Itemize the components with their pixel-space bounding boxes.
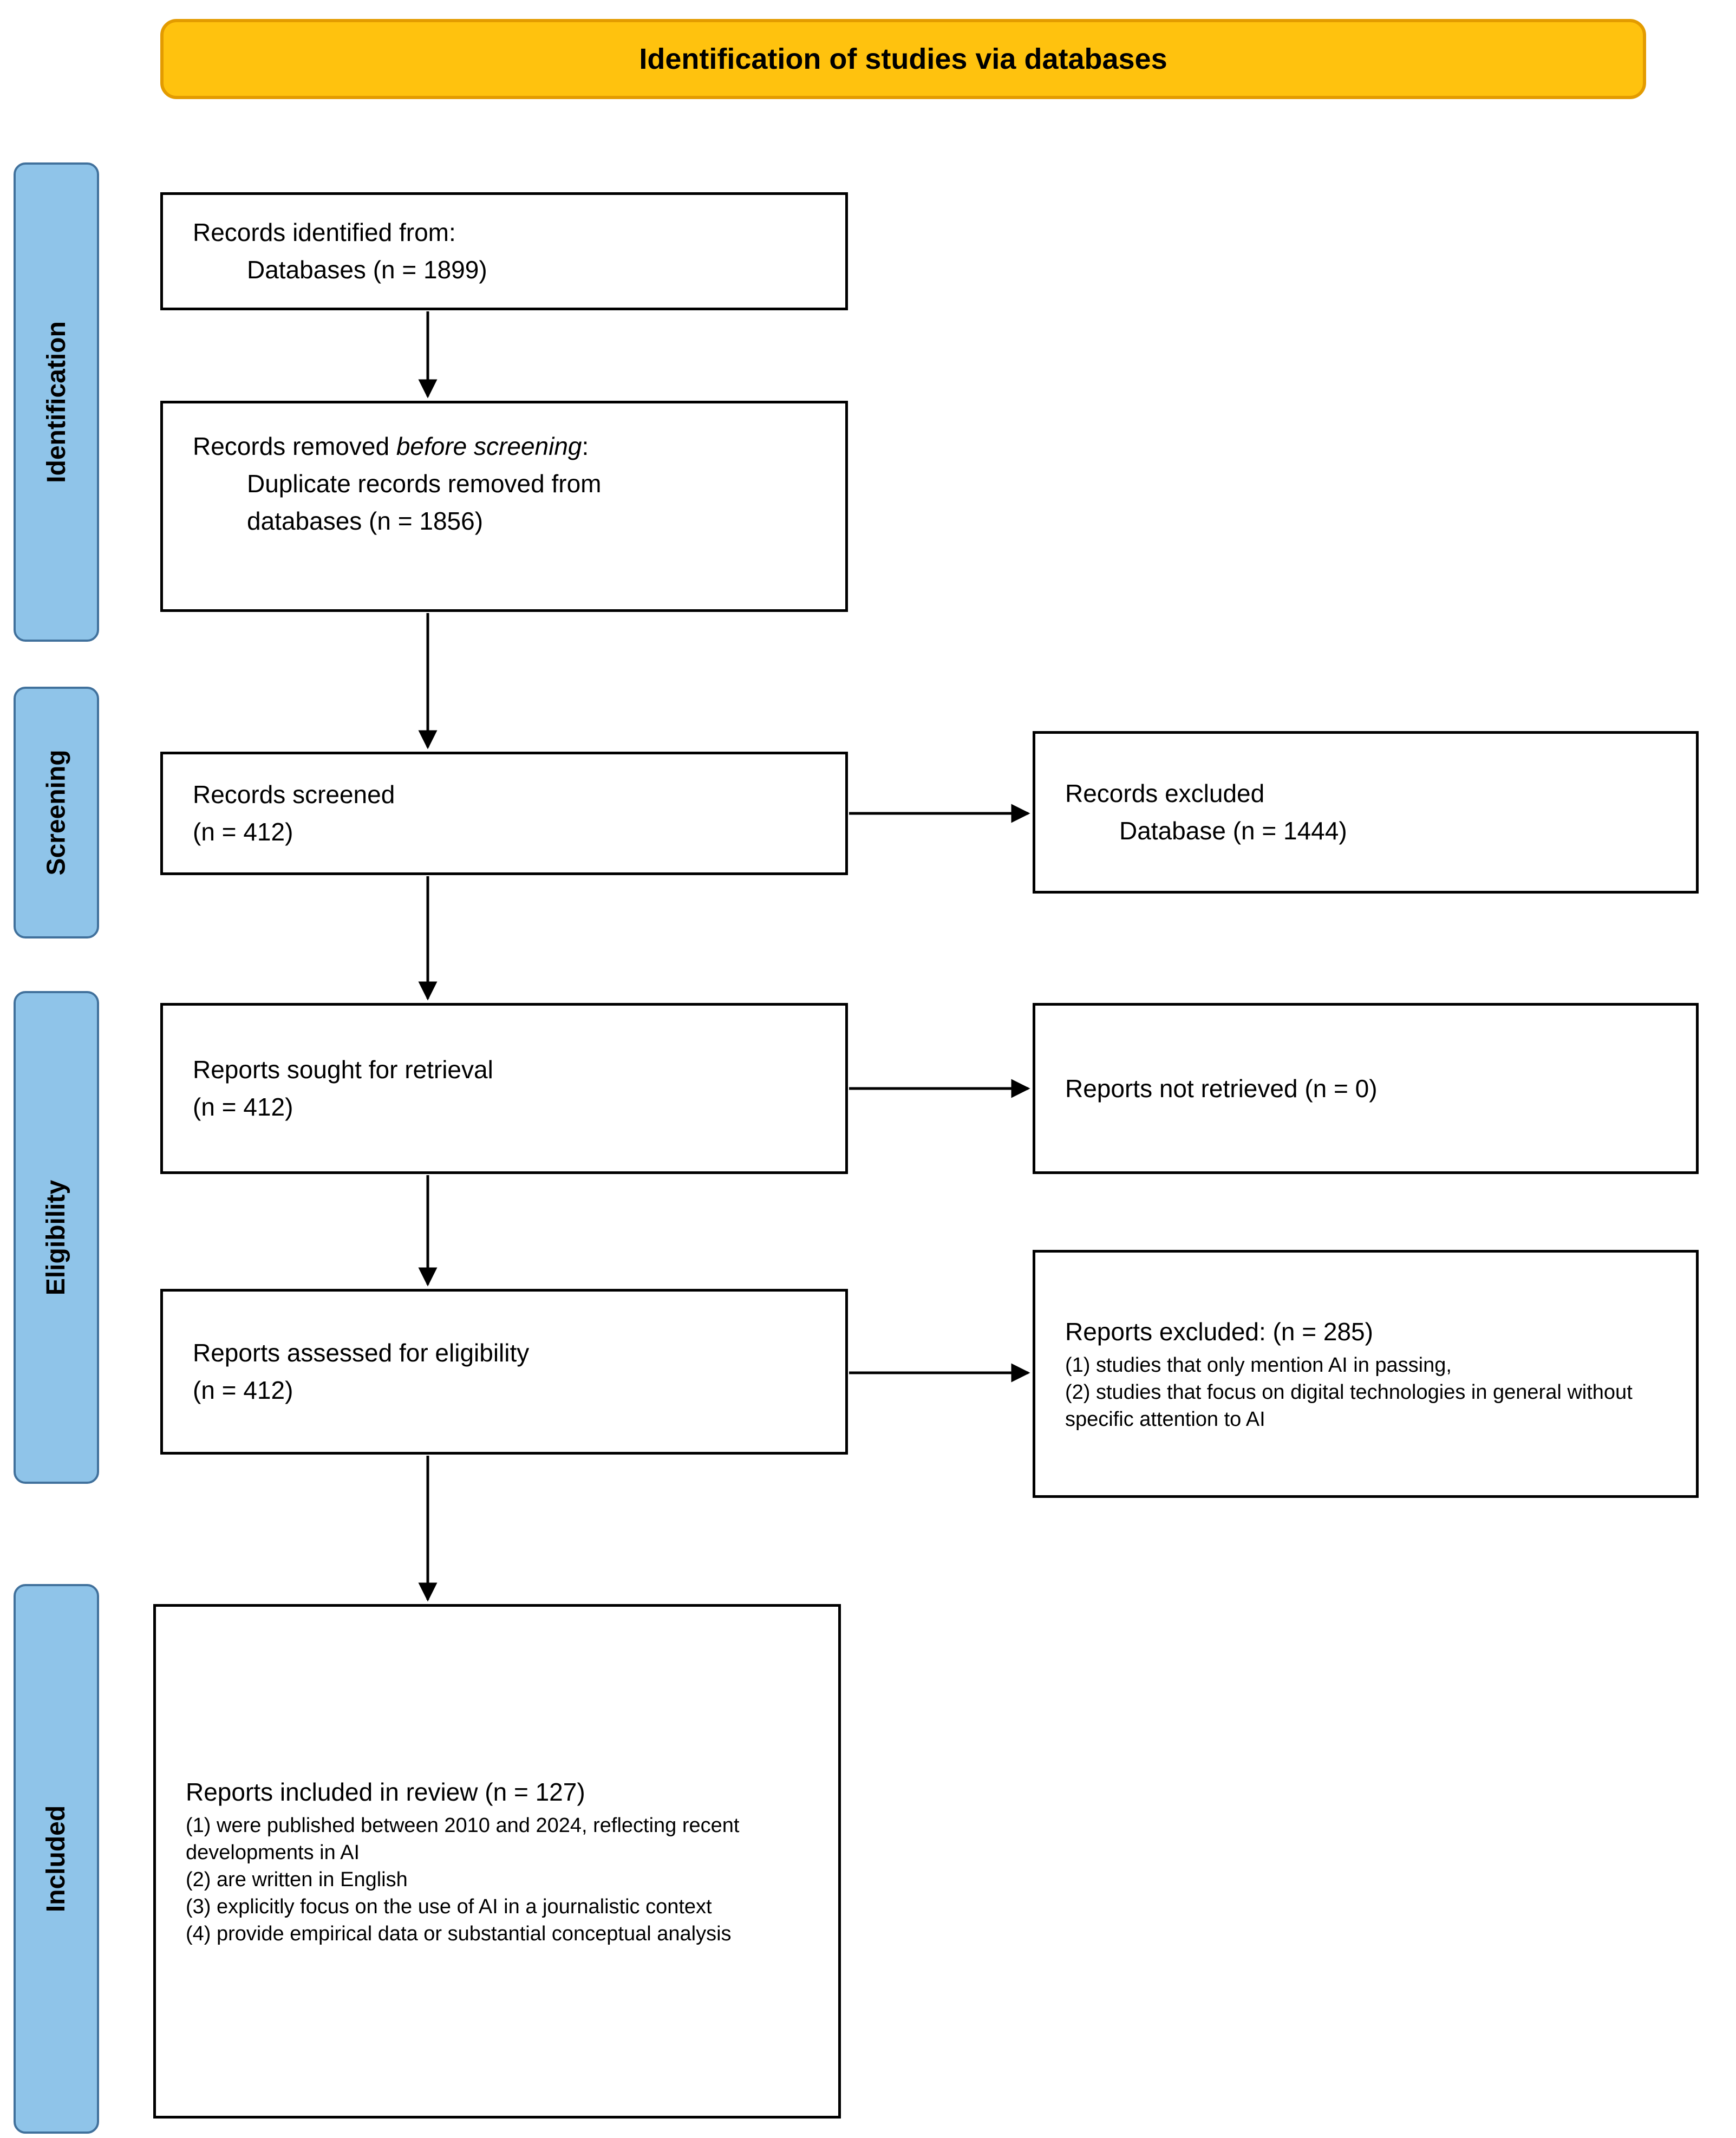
stage-included: [14, 1584, 99, 2134]
box-reports-sought: [160, 1003, 848, 1174]
stage-identification: [14, 162, 99, 642]
box-records-excluded: [1033, 731, 1699, 894]
box-reports-excluded: [1033, 1250, 1699, 1498]
stage-included-label: Included: [42, 1805, 71, 1913]
reports-not-retrieved-line1: Reports not retrieved (n = 0): [1065, 1074, 1378, 1103]
records-removed-line1-pre: Records removed: [193, 432, 396, 460]
box-reports-assessed: [160, 1289, 848, 1455]
stage-eligibility: [14, 991, 99, 1484]
stage-eligibility-label: Eligibility: [42, 1179, 71, 1295]
reports-assessed-line2: (n = 412): [193, 1376, 293, 1404]
records-identified-line2: Databases (n = 1899): [247, 256, 487, 284]
stage-identification-label: Identification: [42, 321, 71, 483]
box-records-screened: [160, 752, 848, 875]
reports-excluded-title: Reports excluded: (n = 285): [1065, 1317, 1373, 1346]
records-removed-line3: databases (n = 1856): [247, 507, 484, 535]
box-reports-not-retrieved: [1033, 1003, 1699, 1174]
reports-excluded-reason-2: (2) studies that focus on digital technologies in general without specific attention to AI: [1065, 1380, 1633, 1431]
records-removed-line1-italic: before screening: [396, 432, 582, 460]
records-identified-line1: Records identified from:: [193, 218, 456, 246]
reports-sought-line2: (n = 412): [193, 1093, 293, 1121]
records-removed-line1: [193, 428, 826, 465]
box-records-removed: [160, 401, 848, 612]
box-reports-included: [153, 1604, 841, 2119]
banner-title: [160, 19, 1646, 99]
reports-sought-line1: Reports sought for retrieval: [193, 1055, 493, 1084]
reports-included-title: Reports included in review (n = 127): [186, 1777, 585, 1806]
reports-assessed-line1: Reports assessed for eligibility: [193, 1339, 530, 1367]
records-removed-line1-post: :: [582, 432, 589, 460]
reports-included-criterion-1: (1) were published between 2010 and 2024, reflecting recent developments in AI: [186, 1814, 740, 1864]
reports-included-criterion-3: (3) explicitly focus on the use of AI in a journalistic context: [186, 1895, 712, 1919]
stage-screening-label: Screening: [42, 749, 71, 876]
banner-title-text: Identification of studies via databases: [639, 43, 1167, 75]
stage-screening: [14, 687, 99, 938]
reports-included-criterion-4: (4) provide empirical data or substantial conceptual analysis: [186, 1922, 732, 1946]
box-records-identified: [160, 192, 848, 310]
records-removed-line2: Duplicate records removed from: [247, 470, 602, 498]
reports-included-criterion-2: (2) are written in English: [186, 1868, 408, 1891]
reports-excluded-reason-1: (1) studies that only mention AI in passing,: [1065, 1353, 1452, 1377]
records-screened-line1: Records screened: [193, 780, 395, 809]
records-excluded-line1: Records excluded: [1065, 779, 1265, 807]
records-excluded-line2: Database (n = 1444): [1119, 817, 1347, 845]
records-screened-line2: (n = 412): [193, 818, 293, 846]
